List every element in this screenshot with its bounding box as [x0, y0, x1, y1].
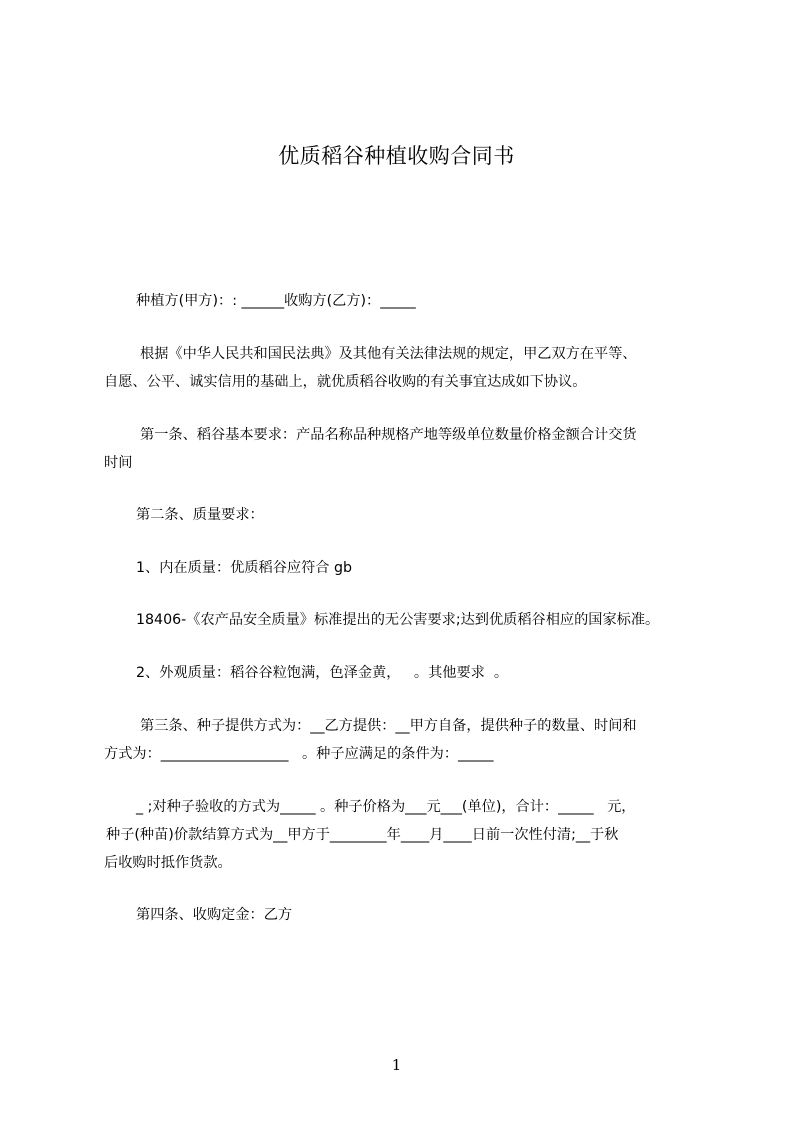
quality-appearance: 2、外观质量：稻谷谷粒饱满，色泽金黄， 。其他要求 。 [136, 665, 509, 681]
article4-line: 第四条、收购定金：乙方 [136, 907, 293, 923]
article2-heading: 第二条、质量要求： [136, 507, 264, 523]
article3-cont-line-3: 后收购时抵作货款。 [104, 855, 232, 871]
article3-line-2: 方式为：__________________ 。种子应满足的条件为：_____ [104, 746, 494, 762]
document-title: 优质稻谷种植收购合同书 [278, 144, 515, 168]
article1-line-1: 第一条、稻谷基本要求：产品名称品种规格产地等级单位数量价格金额合计交货 [140, 427, 637, 443]
article1-line-2: 时间 [104, 455, 133, 471]
article3-line-1: 第三条、种子提供方式为：__乙方提供：__甲方自备，提供种子的数量、时间和 [140, 718, 637, 734]
intro-line-2: 自愿、公平、诚实信用的基础上，就优质稻谷收购的有关事宜达成如下协议。 [104, 374, 587, 390]
quality-internal: 1、内在质量：优质稻谷应符合 gb [136, 560, 352, 576]
intro-line-1: 根据《中华人民共和国民法典》及其他有关法律法规的规定，甲乙双方在平等、 [140, 346, 637, 362]
quality-standard: 18406-《农产品安全质量》标准提出的无公害要求;达到优质稻谷相应的国家标准。 [136, 612, 660, 628]
article3-cont-line-1: _ ;对种子验收的方式为_____ 。种子价格为___元___(单位)，合计：_____ 元， [136, 799, 636, 815]
page-number: 1 [391, 1056, 402, 1074]
parties-line: 种植方(甲方)：: ______收购方(乙方)：_____ [136, 293, 416, 309]
article3-cont-line-2: 种子(种苗)价款结算方式为__甲方于________年____月____日前一次性付清;__于秋 [106, 827, 619, 843]
